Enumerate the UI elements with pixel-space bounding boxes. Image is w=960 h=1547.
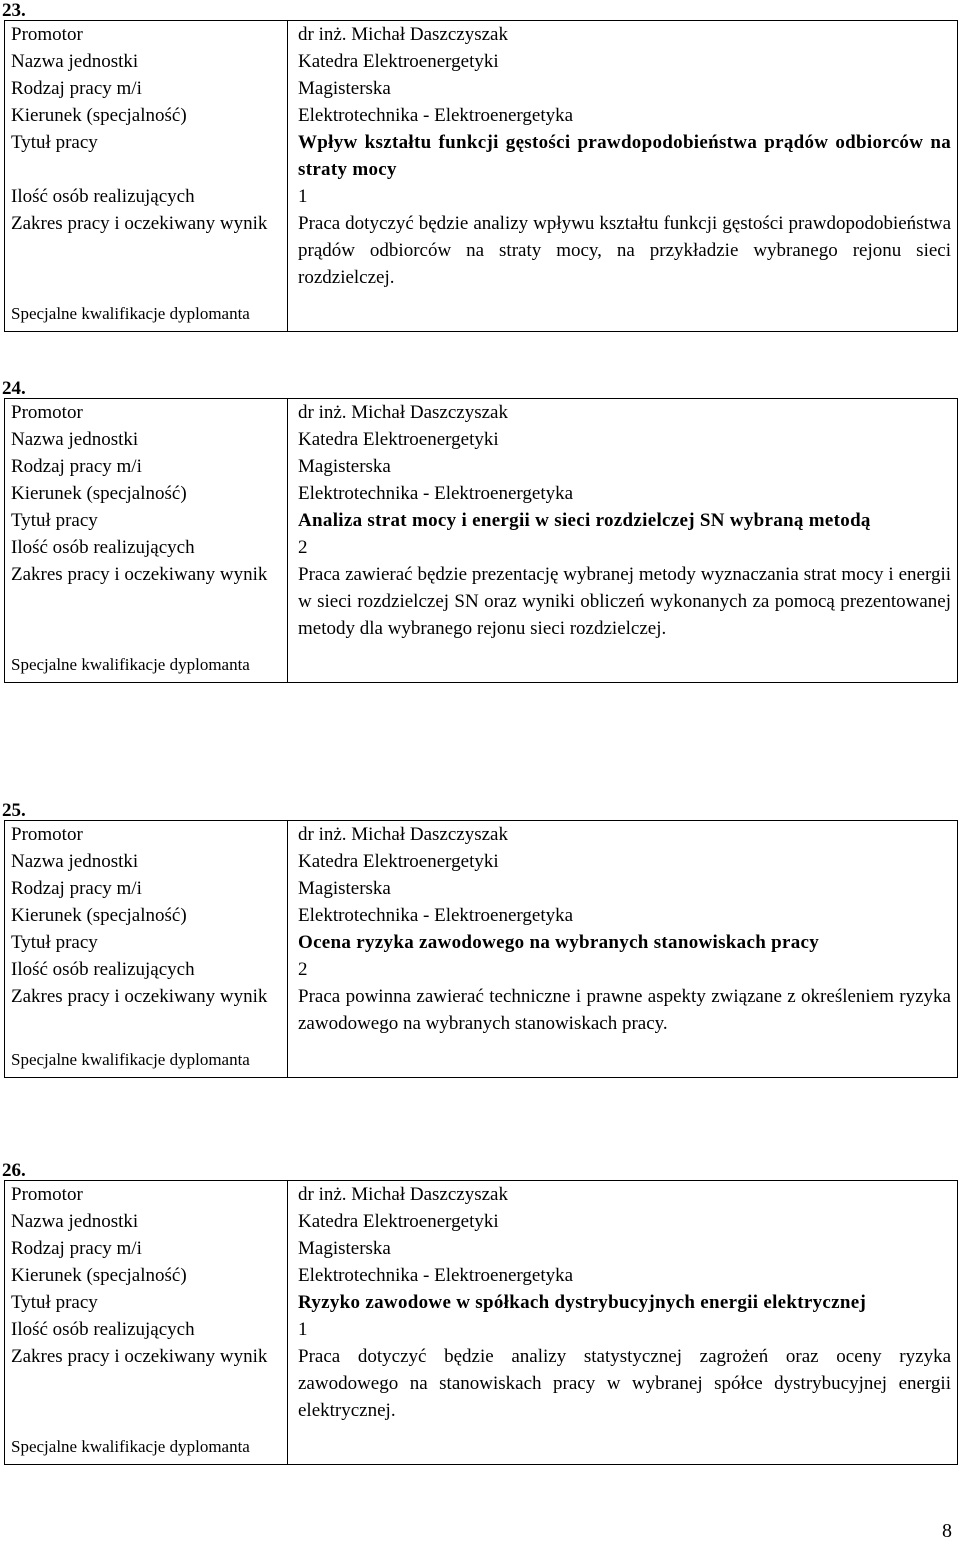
label-unit: Nazwa jednostki — [5, 1208, 288, 1235]
label-scope: Zakres pracy i oczekiwany wynik — [5, 561, 288, 642]
thesis-table — [4, 1180, 958, 1465]
label-special — [5, 642, 288, 683]
scope-value: Praca powinna zawierać techniczne i prawne aspekty związane z określeniem ryzyka zawodowego na wybranych stanowiskach pracy. — [288, 983, 958, 1037]
label-special — [5, 291, 288, 332]
label-unit: Nazwa jednostki — [5, 848, 288, 875]
title-value: Ryzyko zawodowe w spółkach dystrybucyjnych energii elektrycznej — [288, 1289, 958, 1316]
label-title: Tytuł pracy — [5, 129, 288, 183]
label-persons: Ilość osób realizujących — [5, 534, 288, 561]
special-label-text: Specjalne kwalifikacje dyplomanta — [11, 1050, 250, 1069]
direction-value: Elektrotechnika - Elektroenergetyka — [288, 480, 958, 507]
persons-value: 1 — [288, 183, 958, 210]
title-value: Wpływ kształtu funkcji gęstości prawdopodobieństwa prądów odbiorców na straty mocy — [288, 129, 958, 183]
direction-value: Elektrotechnika - Elektroenergetyka — [288, 1262, 958, 1289]
label-type: Rodzaj pracy m/i — [5, 1235, 288, 1262]
label-promotor: Promotor — [5, 1181, 288, 1209]
label-type: Rodzaj pracy m/i — [5, 453, 288, 480]
special-value — [288, 1037, 958, 1078]
label-scope: Zakres pracy i oczekiwany wynik — [5, 210, 288, 291]
label-scope: Zakres pracy i oczekiwany wynik — [5, 983, 288, 1037]
title-value: Analiza strat mocy i energii w sieci rozdzielczej SN wybraną metodą — [288, 507, 958, 534]
label-persons: Ilość osób realizujących — [5, 183, 288, 210]
unit-value: Katedra Elektroenergetyki — [288, 48, 958, 75]
label-direction: Kierunek (specjalność) — [5, 902, 288, 929]
persons-value: 1 — [288, 1316, 958, 1343]
label-scope: Zakres pracy i oczekiwany wynik — [5, 1343, 288, 1424]
label-unit: Nazwa jednostki — [5, 48, 288, 75]
entry-number: 26. — [2, 1160, 26, 1181]
thesis-table — [4, 20, 958, 332]
page-number: 8 — [942, 1520, 952, 1542]
label-special — [5, 1424, 288, 1465]
title-value: Ocena ryzyka zawodowego na wybranych stanowiskach pracy — [288, 929, 958, 956]
persons-value: 2 — [288, 956, 958, 983]
label-promotor: Promotor — [5, 21, 288, 49]
special-label-text: Specjalne kwalifikacje dyplomanta — [11, 1437, 250, 1456]
label-persons: Ilość osób realizujących — [5, 1316, 288, 1343]
special-value — [288, 642, 958, 683]
label-title: Tytuł pracy — [5, 507, 288, 534]
label-title: Tytuł pracy — [5, 1289, 288, 1316]
label-direction: Kierunek (specjalność) — [5, 102, 288, 129]
type-value: Magisterska — [288, 453, 958, 480]
thesis-table — [4, 398, 958, 683]
special-label-text: Specjalne kwalifikacje dyplomanta — [11, 655, 250, 674]
promotor-value: dr inż. Michał Daszczyszak — [288, 821, 958, 849]
thesis-table — [4, 820, 958, 1078]
entry-number: 25. — [2, 800, 26, 821]
label-promotor: Promotor — [5, 821, 288, 849]
special-value — [288, 1424, 958, 1465]
special-label-text: Specjalne kwalifikacje dyplomanta — [11, 304, 250, 323]
label-persons: Ilość osób realizujących — [5, 956, 288, 983]
label-unit: Nazwa jednostki — [5, 426, 288, 453]
type-value: Magisterska — [288, 875, 958, 902]
entry-number: 23. — [2, 0, 26, 21]
direction-value: Elektrotechnika - Elektroenergetyka — [288, 102, 958, 129]
type-value: Magisterska — [288, 1235, 958, 1262]
entry-number: 24. — [2, 378, 26, 399]
scope-value: Praca dotyczyć będzie analizy statystycznej zagrożeń oraz oceny ryzyka zawodowego na stanowiskach pracy w wybranej spółce dystrybucyjnej energii elektrycznej. — [288, 1343, 958, 1424]
special-value — [288, 291, 958, 332]
label-direction: Kierunek (specjalność) — [5, 480, 288, 507]
persons-value: 2 — [288, 534, 958, 561]
promotor-value: dr inż. Michał Daszczyszak — [288, 21, 958, 49]
label-type: Rodzaj pracy m/i — [5, 75, 288, 102]
label-direction: Kierunek (specjalność) — [5, 1262, 288, 1289]
label-type: Rodzaj pracy m/i — [5, 875, 288, 902]
unit-value: Katedra Elektroenergetyki — [288, 848, 958, 875]
label-promotor: Promotor — [5, 399, 288, 427]
label-title: Tytuł pracy — [5, 929, 288, 956]
promotor-value: dr inż. Michał Daszczyszak — [288, 1181, 958, 1209]
label-special — [5, 1037, 288, 1078]
unit-value: Katedra Elektroenergetyki — [288, 1208, 958, 1235]
scope-value: Praca zawierać będzie prezentację wybranej metody wyznaczania strat mocy i energii w sieci rozdzielczej SN oraz wyniki obliczeń wykonanych za pomocą prezentowanej metody dla wybranego rejonu sieci rozdzielczej. — [288, 561, 958, 642]
scope-value: Praca dotyczyć będzie analizy wpływu kształtu funkcji gęstości prawdopodobieństwa prądów odbiorców na straty mocy, na przykładzie wybranego rejonu sieci rozdzielczej. — [288, 210, 958, 291]
type-value: Magisterska — [288, 75, 958, 102]
direction-value: Elektrotechnika - Elektroenergetyka — [288, 902, 958, 929]
promotor-value: dr inż. Michał Daszczyszak — [288, 399, 958, 427]
unit-value: Katedra Elektroenergetyki — [288, 426, 958, 453]
